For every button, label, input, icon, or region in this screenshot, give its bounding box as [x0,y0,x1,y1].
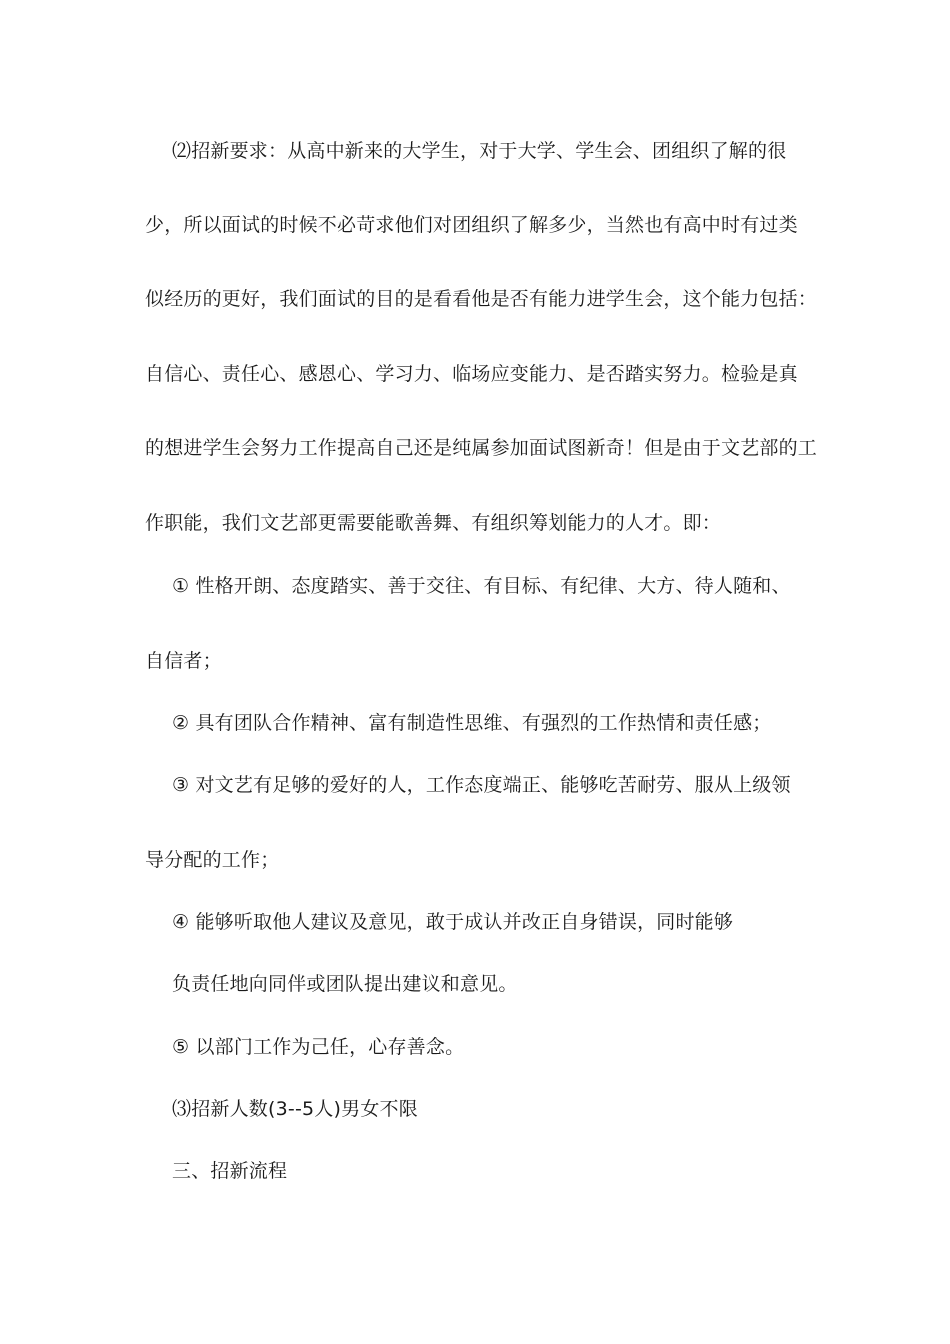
paragraph-line: 少，所以面试的时候不必苛求他们对团组织了解多少，当然也有高中时有过类 [145,214,798,236]
list-item-2: ② 具有团队合作精神、富有制造性思维、有强烈的工作热情和责任感； [172,712,772,734]
paragraph-line: 的想进学生会努力工作提高自己还是纯属参加面试图新奇！但是由于文艺部的工 [145,437,818,459]
list-item-3-continuation: 导分配的工作； [145,849,280,871]
list-item-4: ④ 能够听取他人建议及意见，敢于成认并改正自身错误，同时能够 [172,911,734,933]
paragraph-line: 作职能，我们文艺部更需要能歌善舞、有组织筹划能力的人才。即： [145,512,722,534]
list-item-1: ① 性格开朗、态度踏实、善于交往、有目标、有纪律、大方、待人随和、 [172,575,791,597]
list-item-1-continuation: 自信者； [145,650,222,672]
list-item-3: ③ 对文艺有足够的爱好的人，工作态度端正、能够吃苦耐劳、服从上级领 [172,774,791,796]
list-item-5: ⑤ 以部门工作为己任，心存善念。 [172,1036,465,1058]
paragraph-line-recruit-requirements: ⑵招新要求：从高中新来的大学生，对于大学、学生会、团组织了解的很 [172,140,787,162]
paragraph-line: 自信心、责任心、感恩心、学习力、临场应变能力、是否踏实努力。检验是真 [145,363,798,385]
section-heading-recruit-process: 三、招新流程 [172,1160,288,1182]
list-item-4-continuation: 负责任地向同伴或团队提出建议和意见。 [172,973,518,995]
recruit-count-line: ⑶招新人数(3--5人)男女不限 [172,1098,418,1120]
paragraph-line: 似经历的更好，我们面试的目的是看看他是否有能力进学生会，这个能力包括： [145,288,818,310]
